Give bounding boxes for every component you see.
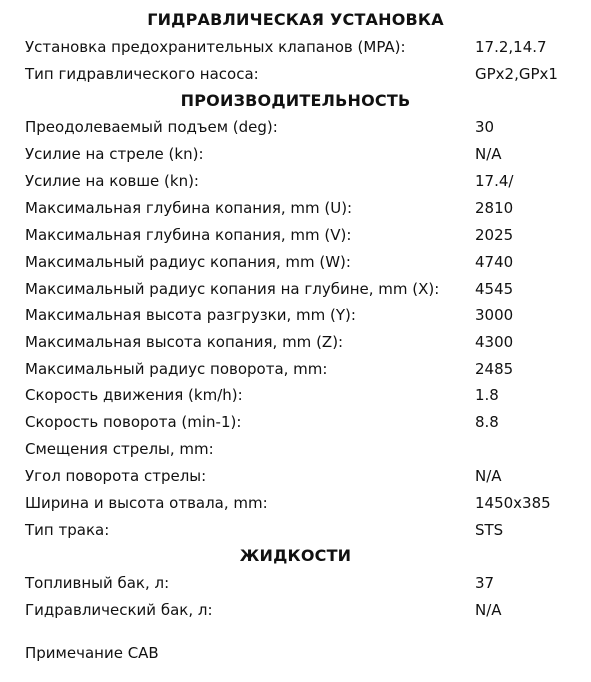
spec-label: Угол поворота стрелы: bbox=[25, 467, 207, 485]
spec-label: Максимальная глубина копания, mm (U): bbox=[25, 199, 353, 217]
spec-row bbox=[0, 253, 591, 279]
spec-value: STS bbox=[475, 521, 504, 539]
spec-value: N/A bbox=[475, 467, 502, 485]
spec-label: Усилие на стреле (kn): bbox=[25, 145, 204, 163]
section-title-performance: ПРОИЗВОДИТЕЛЬНОСТЬ bbox=[180, 91, 411, 110]
spec-label: Максимальная высота разгрузки, mm (Y): bbox=[25, 306, 356, 324]
spec-row bbox=[0, 172, 591, 198]
spec-label: Максимальный радиус поворота, mm: bbox=[25, 360, 328, 378]
spec-value: N/A bbox=[475, 601, 502, 619]
spec-row bbox=[0, 467, 591, 493]
spec-row bbox=[0, 601, 591, 627]
spec-value: 17.2,14.7 bbox=[475, 38, 547, 56]
note-text: Примечание CAB bbox=[25, 644, 159, 662]
spec-label: Установка предохранительных клапанов (MPA): bbox=[25, 38, 406, 56]
spec-label: Гидравлический бак, л: bbox=[25, 601, 213, 619]
spec-row bbox=[0, 226, 591, 252]
spec-row bbox=[0, 413, 591, 439]
spec-value: 37 bbox=[475, 574, 495, 592]
spec-value: N/A bbox=[475, 145, 502, 163]
spec-row bbox=[0, 38, 591, 64]
spec-value: 4740 bbox=[475, 253, 514, 271]
spec-value: 2810 bbox=[475, 199, 514, 217]
section-title-fluids: ЖИДКОСТИ bbox=[239, 546, 352, 565]
spec-value: 1450x385 bbox=[475, 494, 551, 512]
spec-row bbox=[0, 118, 591, 144]
spec-label: Максимальный радиус копания, mm (W): bbox=[25, 253, 351, 271]
spec-value: GPx2,GPx1 bbox=[475, 65, 558, 83]
spec-label: Максимальная высота копания, mm (Z): bbox=[25, 333, 344, 351]
spec-row bbox=[0, 306, 591, 332]
spec-row bbox=[0, 386, 591, 412]
spec-value: 4300 bbox=[475, 333, 514, 351]
spec-value: 4545 bbox=[475, 280, 514, 298]
spec-row bbox=[0, 574, 591, 600]
spec-label: Ширина и высота отвала, mm: bbox=[25, 494, 268, 512]
spec-value: 30 bbox=[475, 118, 495, 136]
section-title-hydraulic: ГИДРАВЛИЧЕСКАЯ УСТАНОВКА bbox=[147, 10, 444, 29]
spec-label: Усилие на ковше (kn): bbox=[25, 172, 199, 190]
spec-label: Скорость поворота (min-1): bbox=[25, 413, 242, 431]
spec-label: Максимальная глубина копания, mm (V): bbox=[25, 226, 352, 244]
spec-label: Преодолеваемый подъем (deg): bbox=[25, 118, 278, 136]
spec-label: Тип гидравлического насоса: bbox=[25, 65, 259, 83]
spec-value: 8.8 bbox=[475, 413, 499, 431]
spec-value: 17.4/ bbox=[475, 172, 514, 190]
spec-row bbox=[0, 65, 591, 91]
spec-row bbox=[0, 440, 591, 466]
spec-value: 1.8 bbox=[475, 386, 499, 404]
spec-row bbox=[0, 145, 591, 171]
spec-label: Тип трака: bbox=[25, 521, 110, 539]
spec-row bbox=[0, 280, 591, 306]
spec-row bbox=[0, 494, 591, 520]
spec-label: Максимальный радиус копания на глубине, mm (X): bbox=[25, 280, 440, 298]
spec-label: Скорость движения (km/h): bbox=[25, 386, 243, 404]
spec-value: 3000 bbox=[475, 306, 514, 324]
spec-label: Топливный бак, л: bbox=[25, 574, 170, 592]
spec-row bbox=[0, 333, 591, 359]
spec-value: 2485 bbox=[475, 360, 514, 378]
spec-row bbox=[0, 521, 591, 547]
spec-row bbox=[0, 360, 591, 386]
spec-row bbox=[0, 199, 591, 225]
spec-label: Смещения стрелы, mm: bbox=[25, 440, 214, 458]
spec-value: 2025 bbox=[475, 226, 514, 244]
